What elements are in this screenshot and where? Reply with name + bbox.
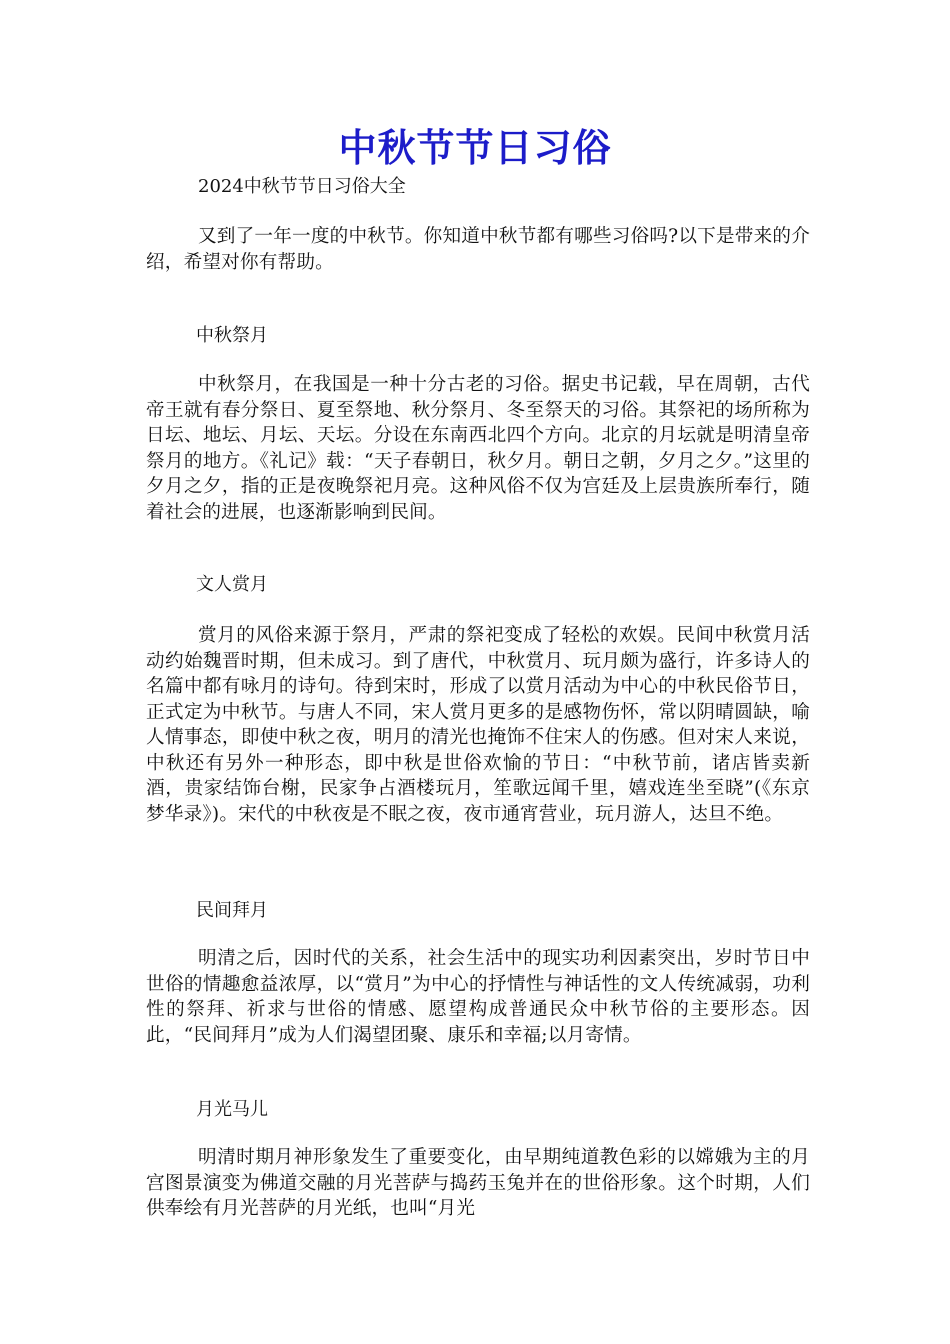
- section-heading-literati-moon-viewing: 文人赏月: [196, 574, 268, 595]
- document-subtitle: 2024中秋节节日习俗大全: [198, 176, 406, 197]
- section-body-literati-moon-viewing: 赏月的风俗来源于祭月，严肃的祭祀变成了轻松的欢娱。民间中秋赏月活动约始魏晋时期，但未成习。到了唐代，中秋赏月、玩月颇为盛行，许多诗人的名篇中都有咏月的诗句。待到宋时，形成了以赏月活动为中心的中秋民俗节日，正式定为中秋节。与唐人不同，宋人赏月更多的是感物伤怀，常以阴晴圆缺，喻人情事态，即使中秋之夜，明月的清光也掩饰不住宋人的伤感。但对宋人来说，中秋还有另外一种形态，即中秋是世俗欢愉的节日：“中秋节前，诸店皆卖新酒，贵家结饰台榭，民家争占酒楼玩月，笙歌远闻千里，嬉戏连坐至晓”(《东京梦华录》)。宋代的中秋夜是不眠之夜，夜市通宵营业，玩月游人，达旦不绝。: [146, 625, 810, 825]
- section-heading-moon-worship: 中秋祭月: [196, 325, 268, 346]
- document-title: 中秋节节日习俗: [338, 126, 612, 170]
- section-body-moon-worship: 中秋祭月，在我国是一种十分古老的习俗。据史书记载，早在周朝，古代帝王就有春分祭日、夏至祭地、秋分祭月、冬至祭天的习俗。其祭祀的场所称为日坛、地坛、月坛、天坛。分设在东南西北四个方向。北京的月坛就是明清皇帝祭月的地方。《礼记》载：“天子春朝日，秋夕月。朝日之朝，夕月之夕。”这里的夕月之夕，指的正是夜晚祭祀月亮。这种风俗不仅为宫廷及上层贵族所奉行，随着社会的进展，也逐渐影响到民间。: [146, 374, 810, 523]
- section-body-folk-moon-worship: 明清之后，因时代的关系，社会生活中的现实功利因素突出，岁时节日中世俗的情趣愈益浓厚，以“赏月”为中心的抒情性与神话性的文人传统减弱，功利性的祭拜、祈求与世俗的情感、愿望构成普通民众中秋节俗的主要形态。因此，“民间拜月”成为人们渴望团聚、康乐和幸福;以月寄情。: [146, 948, 810, 1046]
- section-heading-folk-moon-worship: 民间拜月: [196, 900, 268, 921]
- intro-paragraph: 又到了一年一度的中秋节。你知道中秋节都有哪些习俗吗?以下是带来的介绍，希望对你有帮助。: [146, 226, 810, 273]
- section-body-moonlight-horse: 明清时期月神形象发生了重要变化，由早期纯道教色彩的以嫦娥为主的月宫图景演变为佛道交融的月光菩萨与捣药玉兔并在的世俗形象。这个时期，人们供奉绘有月光菩萨的月光纸，也叫“月光: [146, 1147, 810, 1219]
- section-heading-moonlight-horse: 月光马儿: [196, 1099, 268, 1120]
